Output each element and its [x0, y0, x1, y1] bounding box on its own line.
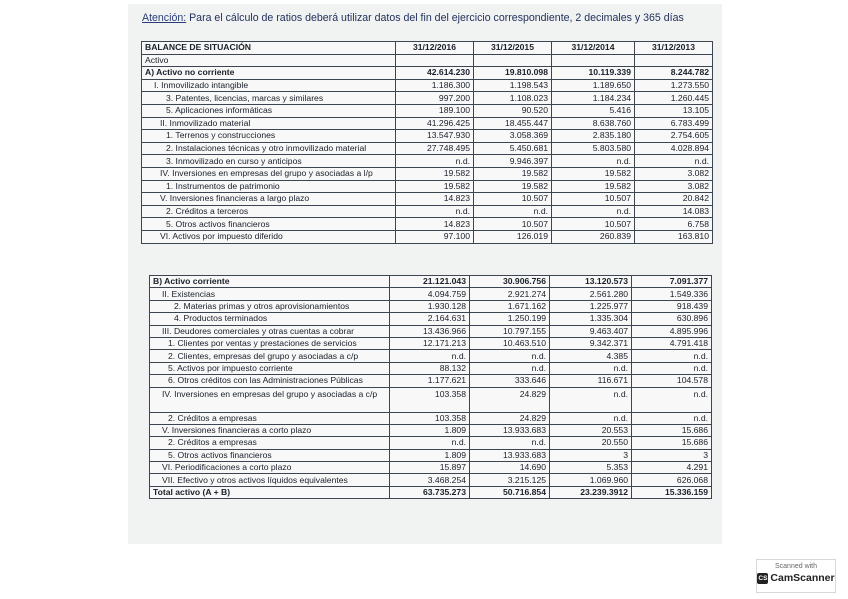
row-value: 1.186.300 [396, 79, 474, 92]
row-value: n.d. [632, 412, 712, 424]
table-row [142, 205, 713, 218]
row-value: 1.069.960 [550, 474, 632, 486]
row-label: VI. Activos por impuesto diferido [142, 230, 396, 243]
row-label: 1. Instrumentos de patrimonio [142, 180, 396, 193]
row-value: 4.028.894 [635, 142, 713, 155]
row-value: 20.842 [635, 193, 713, 206]
row-value: 116.671 [550, 375, 632, 387]
table-row [150, 474, 712, 486]
table-row [150, 288, 712, 300]
header-year: 31/12/2014 [552, 42, 635, 55]
table-row [150, 362, 712, 374]
row-value: 1.273.550 [635, 79, 713, 92]
row-value: 14.690 [470, 462, 550, 474]
row-label: Total activo (A + B) [150, 486, 390, 498]
notice-line [142, 12, 722, 24]
row-value: 13.436.966 [390, 325, 470, 337]
row-value: 1.549.336 [632, 288, 712, 300]
row-value: 1.260.445 [635, 92, 713, 105]
row-value: n.d. [550, 387, 632, 412]
row-value: 20.553 [550, 424, 632, 436]
row-value: n.d. [470, 350, 550, 362]
row-value: 103.358 [390, 387, 470, 412]
row-value: 4.791.418 [632, 337, 712, 349]
row-value: 63.735.273 [390, 486, 470, 498]
row-value: 2.754.605 [635, 130, 713, 143]
table-row [150, 437, 712, 449]
row-value [635, 54, 713, 67]
row-value: 18.455.447 [474, 117, 552, 130]
table-row [142, 79, 713, 92]
row-value: 3.082 [635, 167, 713, 180]
row-label: 2. Créditos a terceros [142, 205, 396, 218]
table-row [150, 375, 712, 387]
row-value: 9.946.397 [474, 155, 552, 168]
row-value: 13.120.573 [550, 276, 632, 288]
table-row [142, 193, 713, 206]
table-row [150, 387, 712, 412]
table-row [150, 300, 712, 312]
table-row [142, 218, 713, 231]
row-label: 2. Clientes, empresas del grupo y asociadas a c/p [150, 350, 390, 362]
row-value: 1.184.234 [552, 92, 635, 105]
row-label: VII. Efectivo y otros activos líquidos equivalentes [150, 474, 390, 486]
row-label: V. Inversiones financieras a corto plazo [150, 424, 390, 436]
table-row [142, 54, 713, 67]
row-label: 5. Otros activos financieros [142, 218, 396, 231]
row-value: n.d. [390, 437, 470, 449]
row-value: 1.930.128 [390, 300, 470, 312]
header-year: 31/12/2016 [396, 42, 474, 55]
scanned-with-label: Scanned with [774, 563, 818, 570]
row-value: n.d. [470, 362, 550, 374]
row-value: 88.132 [390, 362, 470, 374]
row-label: 4. Productos terminados [150, 313, 390, 325]
row-value: 260.839 [552, 230, 635, 243]
row-value: 3 [632, 449, 712, 461]
row-value: 6.758 [635, 218, 713, 231]
row-value: 10.507 [552, 218, 635, 231]
header-year: 31/12/2013 [635, 42, 713, 55]
row-value: 5.803.580 [552, 142, 635, 155]
table-row [150, 449, 712, 461]
row-value: n.d. [632, 362, 712, 374]
row-value: 4.895.996 [632, 325, 712, 337]
row-label: B) Activo corriente [150, 276, 390, 288]
row-value [396, 54, 474, 67]
table-row [150, 424, 712, 436]
row-value: 10.119.339 [552, 67, 635, 80]
row-value: n.d. [550, 412, 632, 424]
row-value: 27.748.495 [396, 142, 474, 155]
row-value: 1.108.023 [474, 92, 552, 105]
row-value: 19.582 [474, 180, 552, 193]
balance-table-current [149, 275, 712, 499]
row-value: 5.353 [550, 462, 632, 474]
row-value: 13.933.683 [470, 424, 550, 436]
table-row [142, 230, 713, 243]
row-value: 2.561.280 [550, 288, 632, 300]
camscanner-logo [757, 572, 835, 584]
row-value: 333.646 [470, 375, 550, 387]
row-label: VI. Periodificaciones a corto plazo [150, 462, 390, 474]
row-label: 2. Créditos a empresas [150, 412, 390, 424]
row-label: 5. Activos por impuesto corriente [150, 362, 390, 374]
row-value: 14.823 [396, 193, 474, 206]
row-value: 1.671.162 [470, 300, 550, 312]
row-label: 1. Terrenos y construcciones [142, 130, 396, 143]
table-row [142, 167, 713, 180]
header-year: 31/12/2015 [474, 42, 552, 55]
row-value: 1.809 [390, 424, 470, 436]
row-value: n.d. [470, 437, 550, 449]
table-row [150, 276, 712, 288]
row-value: 5.450.681 [474, 142, 552, 155]
row-value: 23.239.3912 [550, 486, 632, 498]
row-value: 13.105 [635, 104, 713, 117]
row-value: n.d. [552, 155, 635, 168]
row-label: 2. Materias primas y otros aprovisionamientos [150, 300, 390, 312]
row-value: 1.198.543 [474, 79, 552, 92]
row-value: 4.094.759 [390, 288, 470, 300]
row-value: 20.550 [550, 437, 632, 449]
row-value: 3.058.369 [474, 130, 552, 143]
table-row [142, 117, 713, 130]
row-value: 9.463.407 [550, 325, 632, 337]
row-label: IV. Inversiones en empresas del grupo y asociadas a l/p [142, 167, 396, 180]
camscanner-icon: CS [758, 575, 768, 582]
row-label: 3. Patentes, licencias, marcas y similares [142, 92, 396, 105]
row-value: n.d. [390, 350, 470, 362]
row-value: 163.810 [635, 230, 713, 243]
row-value: 2.164.631 [390, 313, 470, 325]
row-value: 12.171.213 [390, 337, 470, 349]
row-value: 24.829 [470, 412, 550, 424]
row-value: 1.335.304 [550, 313, 632, 325]
row-label: 2. Créditos a empresas [150, 437, 390, 449]
row-value: 3.468.254 [390, 474, 470, 486]
table-row [150, 486, 712, 498]
notice-lead: Atención: [142, 12, 187, 24]
row-value: 1.189.650 [552, 79, 635, 92]
row-value: 50.716.854 [470, 486, 550, 498]
row-value: n.d. [396, 155, 474, 168]
row-value: 10.463.510 [470, 337, 550, 349]
row-value: 21.121.043 [390, 276, 470, 288]
row-value: 9.342.371 [550, 337, 632, 349]
row-value: 2.835.180 [552, 130, 635, 143]
row-value: n.d. [635, 155, 713, 168]
row-value: 3 [550, 449, 632, 461]
row-value: 13.547.930 [396, 130, 474, 143]
row-label: III. Deudores comerciales y otras cuentas a cobrar [150, 325, 390, 337]
row-value [552, 54, 635, 67]
row-value: 8.638.760 [552, 117, 635, 130]
row-value: 630.896 [632, 313, 712, 325]
table-row [150, 337, 712, 349]
table-row [142, 130, 713, 143]
camscanner-badge [756, 559, 836, 593]
table-row [150, 412, 712, 424]
row-value: 4.291 [632, 462, 712, 474]
row-value: 19.582 [552, 167, 635, 180]
table-row [142, 142, 713, 155]
row-value [474, 54, 552, 67]
table-row [142, 104, 713, 117]
row-label: 2. Instalaciones técnicas y otro inmovilizado material [142, 142, 396, 155]
row-value: 104.578 [632, 375, 712, 387]
table-row [150, 325, 712, 337]
row-value: 41.296.425 [396, 117, 474, 130]
row-label: V. Inversiones financieras a largo plazo [142, 193, 396, 206]
row-value: n.d. [552, 205, 635, 218]
row-value: 1.250.199 [470, 313, 550, 325]
balance-table-noncurrent [141, 41, 713, 244]
row-value: 918.439 [632, 300, 712, 312]
row-value: 8.244.782 [635, 67, 713, 80]
row-value: 189.100 [396, 104, 474, 117]
row-value: 15.336.159 [632, 486, 712, 498]
table-header-row [142, 42, 713, 55]
row-label: 6. Otros créditos con las Administraciones Públicas [150, 375, 390, 387]
row-value: 10.507 [474, 218, 552, 231]
row-label: 3. Inmovilizado en curso y anticipos [142, 155, 396, 168]
row-label: 5. Aplicaciones informáticas [142, 104, 396, 117]
row-value: n.d. [474, 205, 552, 218]
row-value: 626.068 [632, 474, 712, 486]
row-label: II. Inmovilizado material [142, 117, 396, 130]
table-row [142, 155, 713, 168]
row-value: 19.582 [396, 180, 474, 193]
row-value: 126.019 [474, 230, 552, 243]
row-value: 3.082 [635, 180, 713, 193]
row-value: 14.083 [635, 205, 713, 218]
row-value: 42.614.230 [396, 67, 474, 80]
row-value: 14.823 [396, 218, 474, 231]
row-label: 1. Clientes por ventas y prestaciones de servicios [150, 337, 390, 349]
row-value: 19.810.098 [474, 67, 552, 80]
table-row [142, 92, 713, 105]
row-value: 24.829 [470, 387, 550, 412]
row-value: 10.507 [552, 193, 635, 206]
row-value: n.d. [632, 387, 712, 412]
row-value: 97.100 [396, 230, 474, 243]
row-value: 6.783.499 [635, 117, 713, 130]
row-value: 19.582 [396, 167, 474, 180]
row-label: II. Existencias [150, 288, 390, 300]
row-value: 1.809 [390, 449, 470, 461]
row-value: 15.897 [390, 462, 470, 474]
notice-text: Para el cálculo de ratios deberá utilizar datos del fin del ejercicio correspondiente, 2 decimales y 365 días [186, 12, 684, 24]
row-value: 10.797.155 [470, 325, 550, 337]
row-value: 7.091.377 [632, 276, 712, 288]
table-row [142, 67, 713, 80]
table-row [150, 462, 712, 474]
header-title: BALANCE DE SITUACIÓN [142, 42, 396, 55]
row-label: Activo [142, 54, 396, 67]
row-label: 5. Otros activos financieros [150, 449, 390, 461]
row-label: I. Inmovilizado intangible [142, 79, 396, 92]
row-label: A) Activo no corriente [142, 67, 396, 80]
row-value: 15.686 [632, 437, 712, 449]
row-value: 19.582 [474, 167, 552, 180]
row-label: IV. Inversiones en empresas del grupo y asociadas a c/p [150, 387, 390, 412]
row-value: 13.933.683 [470, 449, 550, 461]
table-row [142, 180, 713, 193]
row-value: 10.507 [474, 193, 552, 206]
table-row [150, 313, 712, 325]
camscanner-brand: CamScanner [770, 572, 835, 584]
row-value: 3.215.125 [470, 474, 550, 486]
table-row [150, 350, 712, 362]
row-value: 997.200 [396, 92, 474, 105]
row-value: 4.385 [550, 350, 632, 362]
row-value: 2.921.274 [470, 288, 550, 300]
row-value: 103.358 [390, 412, 470, 424]
row-value: 90.520 [474, 104, 552, 117]
row-value: n.d. [632, 350, 712, 362]
row-value: 1.225.977 [550, 300, 632, 312]
row-value: 19.582 [552, 180, 635, 193]
row-value: 5.416 [552, 104, 635, 117]
row-value: 1.177.621 [390, 375, 470, 387]
row-value: 15.686 [632, 424, 712, 436]
row-value: 30.906.756 [470, 276, 550, 288]
row-value: n.d. [550, 362, 632, 374]
row-value: n.d. [396, 205, 474, 218]
